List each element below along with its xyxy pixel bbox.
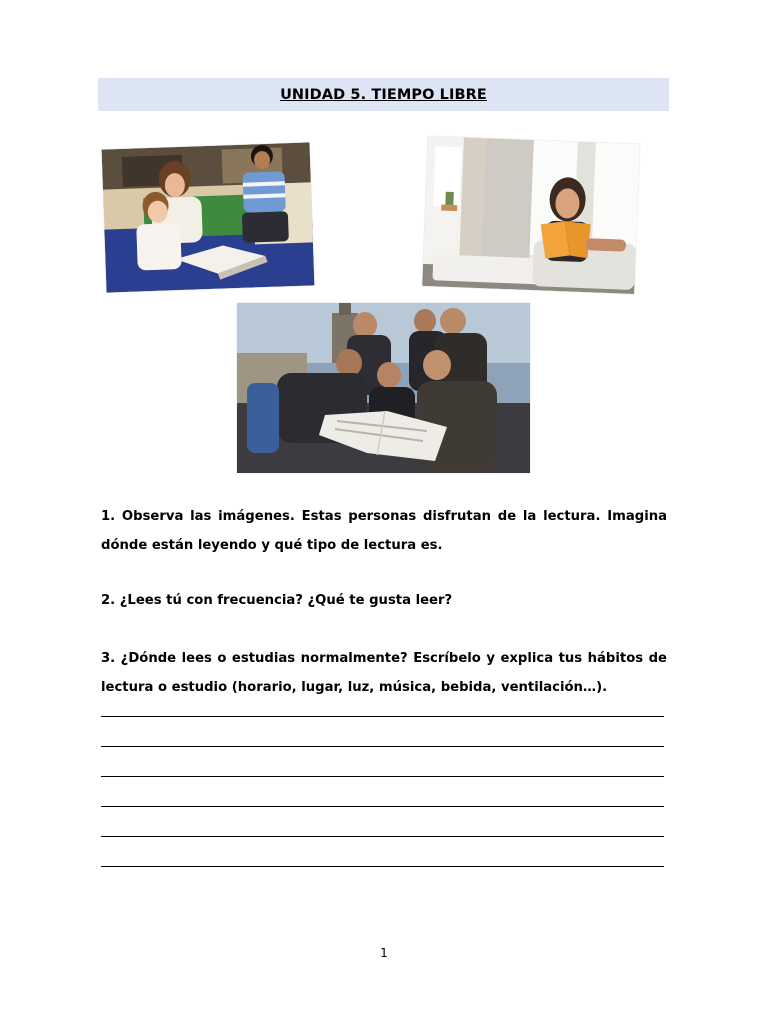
question-1: 1. Observa las imágenes. Estas personas disfrutan de la lectura. Imagina dónde están leyendo y qué tipo de lectura es. xyxy=(101,509,667,553)
page-title: UNIDAD 5. TIEMPO LIBRE xyxy=(280,86,487,103)
answer-line-4[interactable] xyxy=(101,806,664,807)
answer-line-5[interactable] xyxy=(101,836,664,837)
men-reading-newspaper-photo xyxy=(237,303,530,473)
answer-line-1[interactable] xyxy=(101,716,664,717)
family-reading-photo xyxy=(102,142,315,292)
answer-line-2[interactable] xyxy=(101,746,664,747)
question-3: 3. ¿Dónde lees o estudias normalmente? Escríbelo y explica tus hábitos de lectura o estudio (horario, lugar, luz, música, bebida, ventilación…). xyxy=(101,651,667,695)
title-banner xyxy=(98,78,669,111)
answer-line-3[interactable] xyxy=(101,776,664,777)
answer-line-6[interactable] xyxy=(101,866,664,867)
woman-reading-book-photo xyxy=(422,136,640,294)
question-2: 2. ¿Lees tú con frecuencia? ¿Qué te gusta leer? xyxy=(101,593,453,608)
page-number: 1 xyxy=(380,946,388,960)
